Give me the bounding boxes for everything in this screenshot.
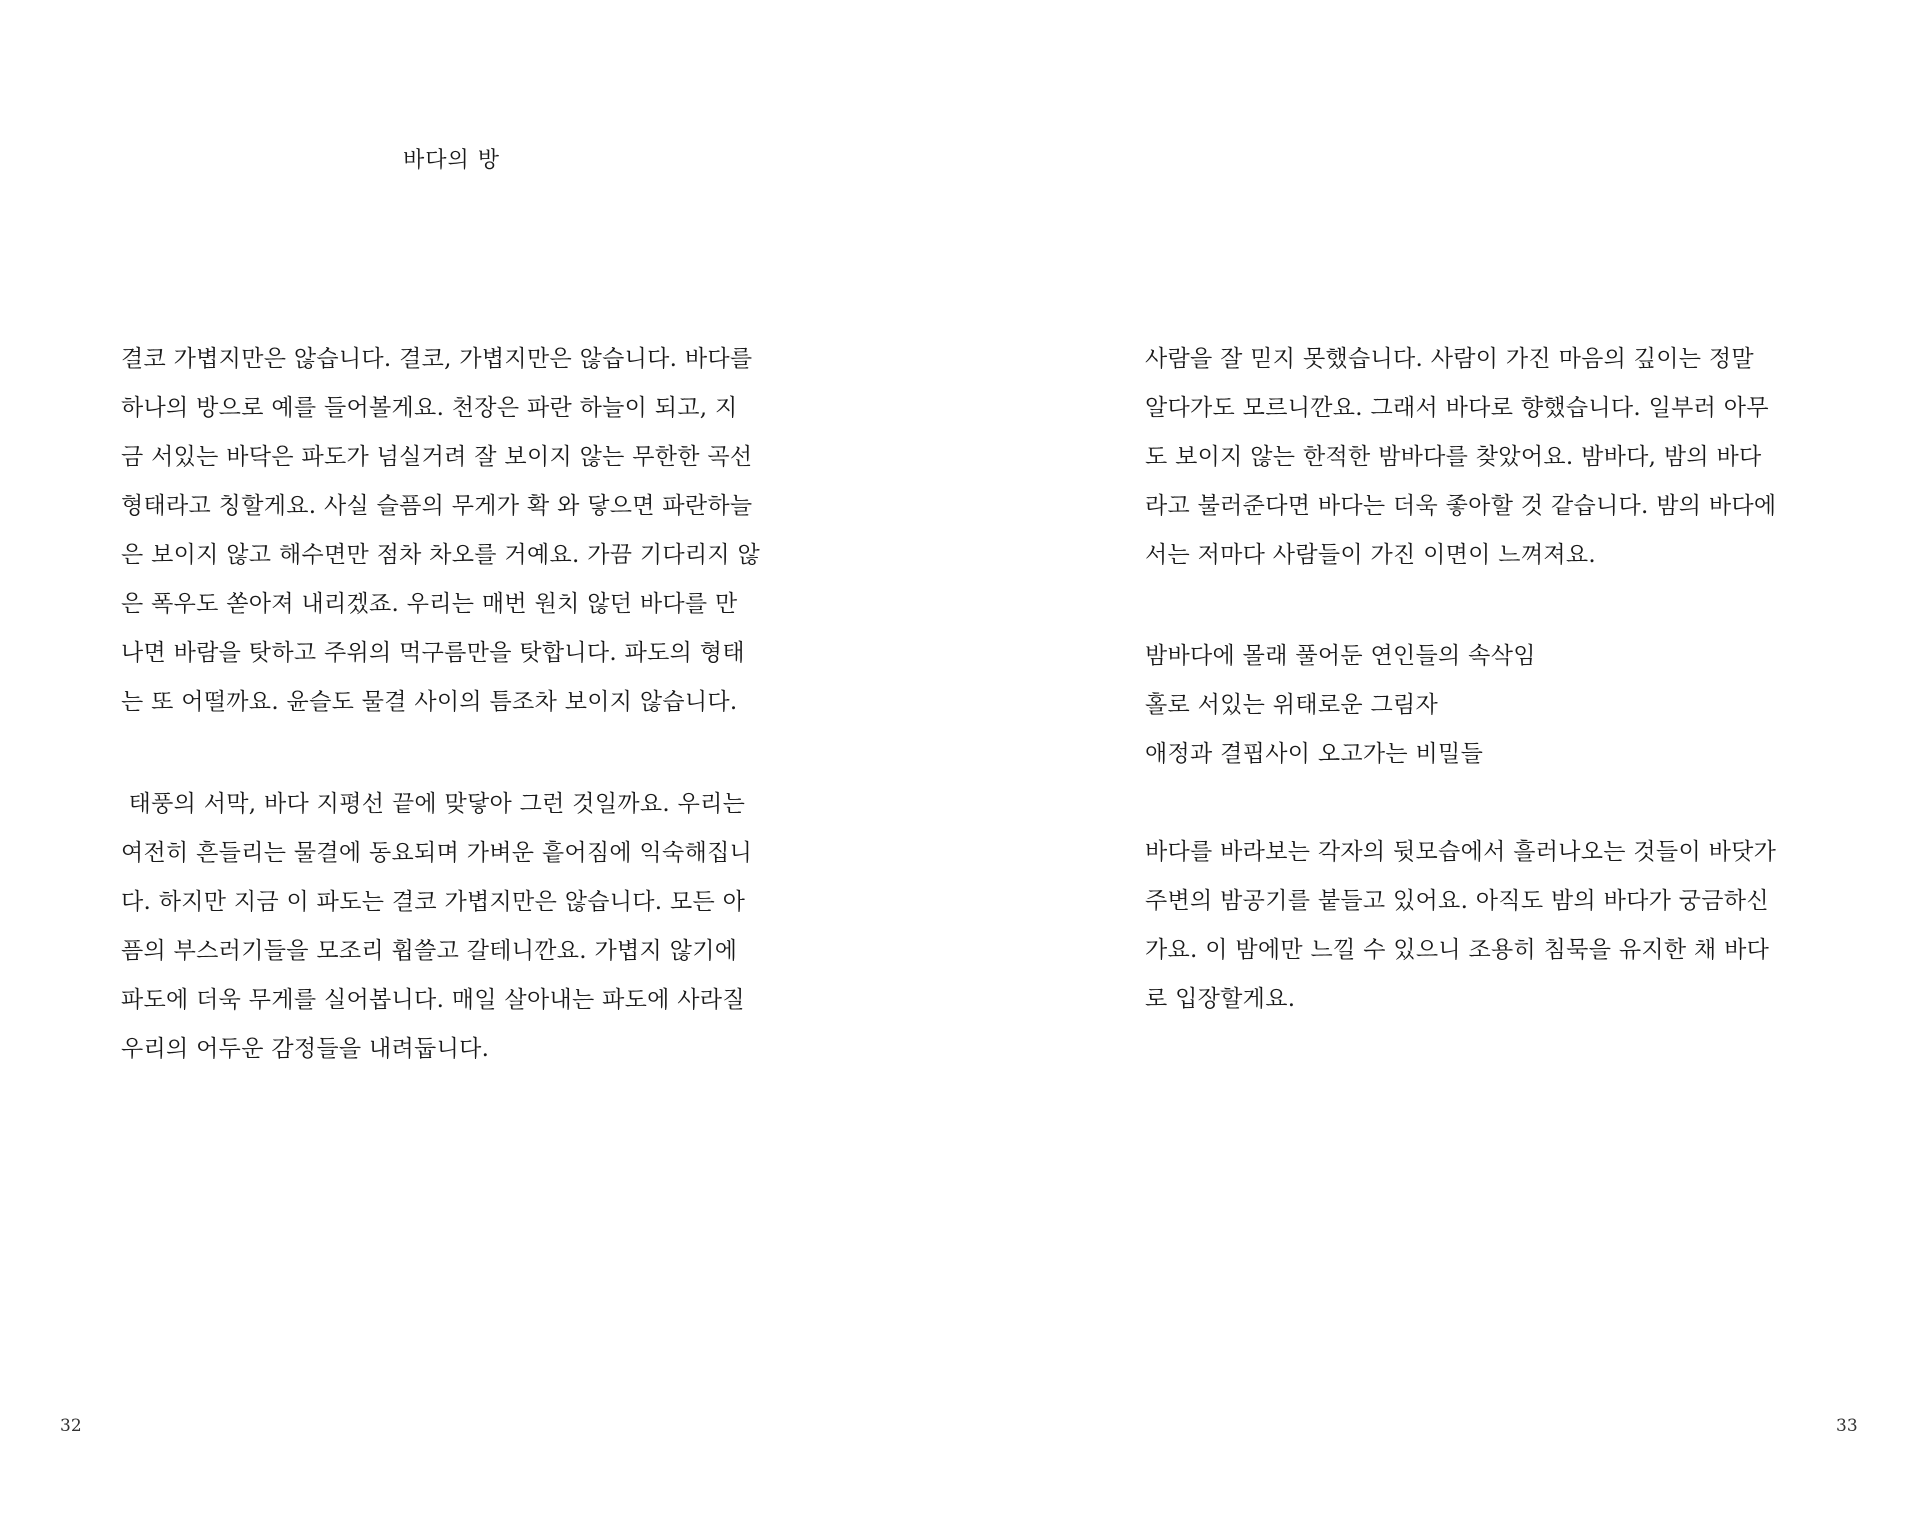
text-line: 형태라고 칭할게요. 사실 슬픔의 무게가 확 와 닿으면 파란하늘 <box>121 493 753 519</box>
text-line: 결코 가볍지만은 않습니다. 결코, 가볍지만은 않습니다. 바다를 <box>121 346 753 372</box>
right-page <box>960 0 1920 1513</box>
text-line: 알다가도 모르니깐요. 그래서 바다로 향했습니다. 일부러 아무 <box>1145 395 1769 421</box>
text-line: 다. 하지만 지금 이 파도는 결코 가볍지만은 않습니다. 모든 아 <box>121 889 746 915</box>
text-line: 바다를 바라보는 각자의 뒷모습에서 흘러나오는 것들이 바닷가 <box>1145 839 1777 865</box>
text-line: 금 서있는 바닥은 파도가 넘실거려 잘 보이지 않는 무한한 곡선 <box>121 444 753 470</box>
text-line: 하나의 방으로 예를 들어볼게요. 천장은 파란 하늘이 되고, 지 <box>121 395 738 421</box>
page-number: 33 <box>1836 1416 1858 1436</box>
text-line: 로 입장할게요. <box>1145 986 1296 1012</box>
text-line: 서는 저마다 사람들이 가진 이면이 느껴져요. <box>1145 542 1596 568</box>
text-line: 파도에 더욱 무게를 실어봅니다. 매일 살아내는 파도에 사라질 <box>121 987 745 1013</box>
page-number: 32 <box>60 1416 82 1436</box>
text-line: 은 보이지 않고 해수면만 점차 차오를 거예요. 가끔 기다리지 않 <box>121 542 761 568</box>
page-title: 바다의 방 <box>403 148 501 173</box>
text-line: 주변의 밤공기를 붙들고 있어요. 아직도 밤의 바다가 궁금하신 <box>1145 888 1769 914</box>
poem-line: 밤바다에 몰래 풀어둔 연인들의 속삭임 <box>1145 643 1536 669</box>
text-line: 픔의 부스러기들을 모조리 휩쓸고 갈테니깐요. 가볍지 않기에 <box>121 938 738 964</box>
text-line: 나면 바람을 탓하고 주위의 먹구름만을 탓합니다. 파도의 형태 <box>121 640 745 666</box>
text-line: 은 폭우도 쏟아져 내리겠죠. 우리는 매번 원치 않던 바다를 만 <box>121 591 738 617</box>
text-line: 라고 불러준다면 바다는 더욱 좋아할 것 같습니다. 밤의 바다에 <box>1145 493 1777 519</box>
text-line: 태풍의 서막, 바다 지평선 끝에 맞닿아 그런 것일까요. 우리는 <box>121 791 746 817</box>
poem-line: 애정과 결핍사이 오고가는 비밀들 <box>1145 741 1484 767</box>
paragraph-2 <box>121 780 786 1074</box>
paragraph-1 <box>1145 335 1810 580</box>
paragraph-1 <box>121 335 786 727</box>
text-line: 는 또 어떨까요. 윤슬도 물결 사이의 틈조차 보이지 않습니다. <box>121 689 738 715</box>
text-line: 우리의 어두운 감정들을 내려둡니다. <box>121 1036 490 1062</box>
text-line: 도 보이지 않는 한적한 밤바다를 찾았어요. 밤바다, 밤의 바다 <box>1145 444 1762 470</box>
poem-stanza <box>1145 632 1810 779</box>
poem-line: 홀로 서있는 위태로운 그림자 <box>1145 692 1439 718</box>
text-line: 사람을 잘 믿지 못했습니다. 사람이 가진 마음의 깊이는 정말 <box>1145 346 1754 372</box>
text-line: 가요. 이 밤에만 느낄 수 있으니 조용히 침묵을 유지한 채 바다 <box>1145 937 1770 963</box>
paragraph-3 <box>1145 828 1810 1024</box>
text-line: 여전히 흔들리는 물결에 동요되며 가벼운 흩어짐에 익숙해집니 <box>121 840 753 866</box>
